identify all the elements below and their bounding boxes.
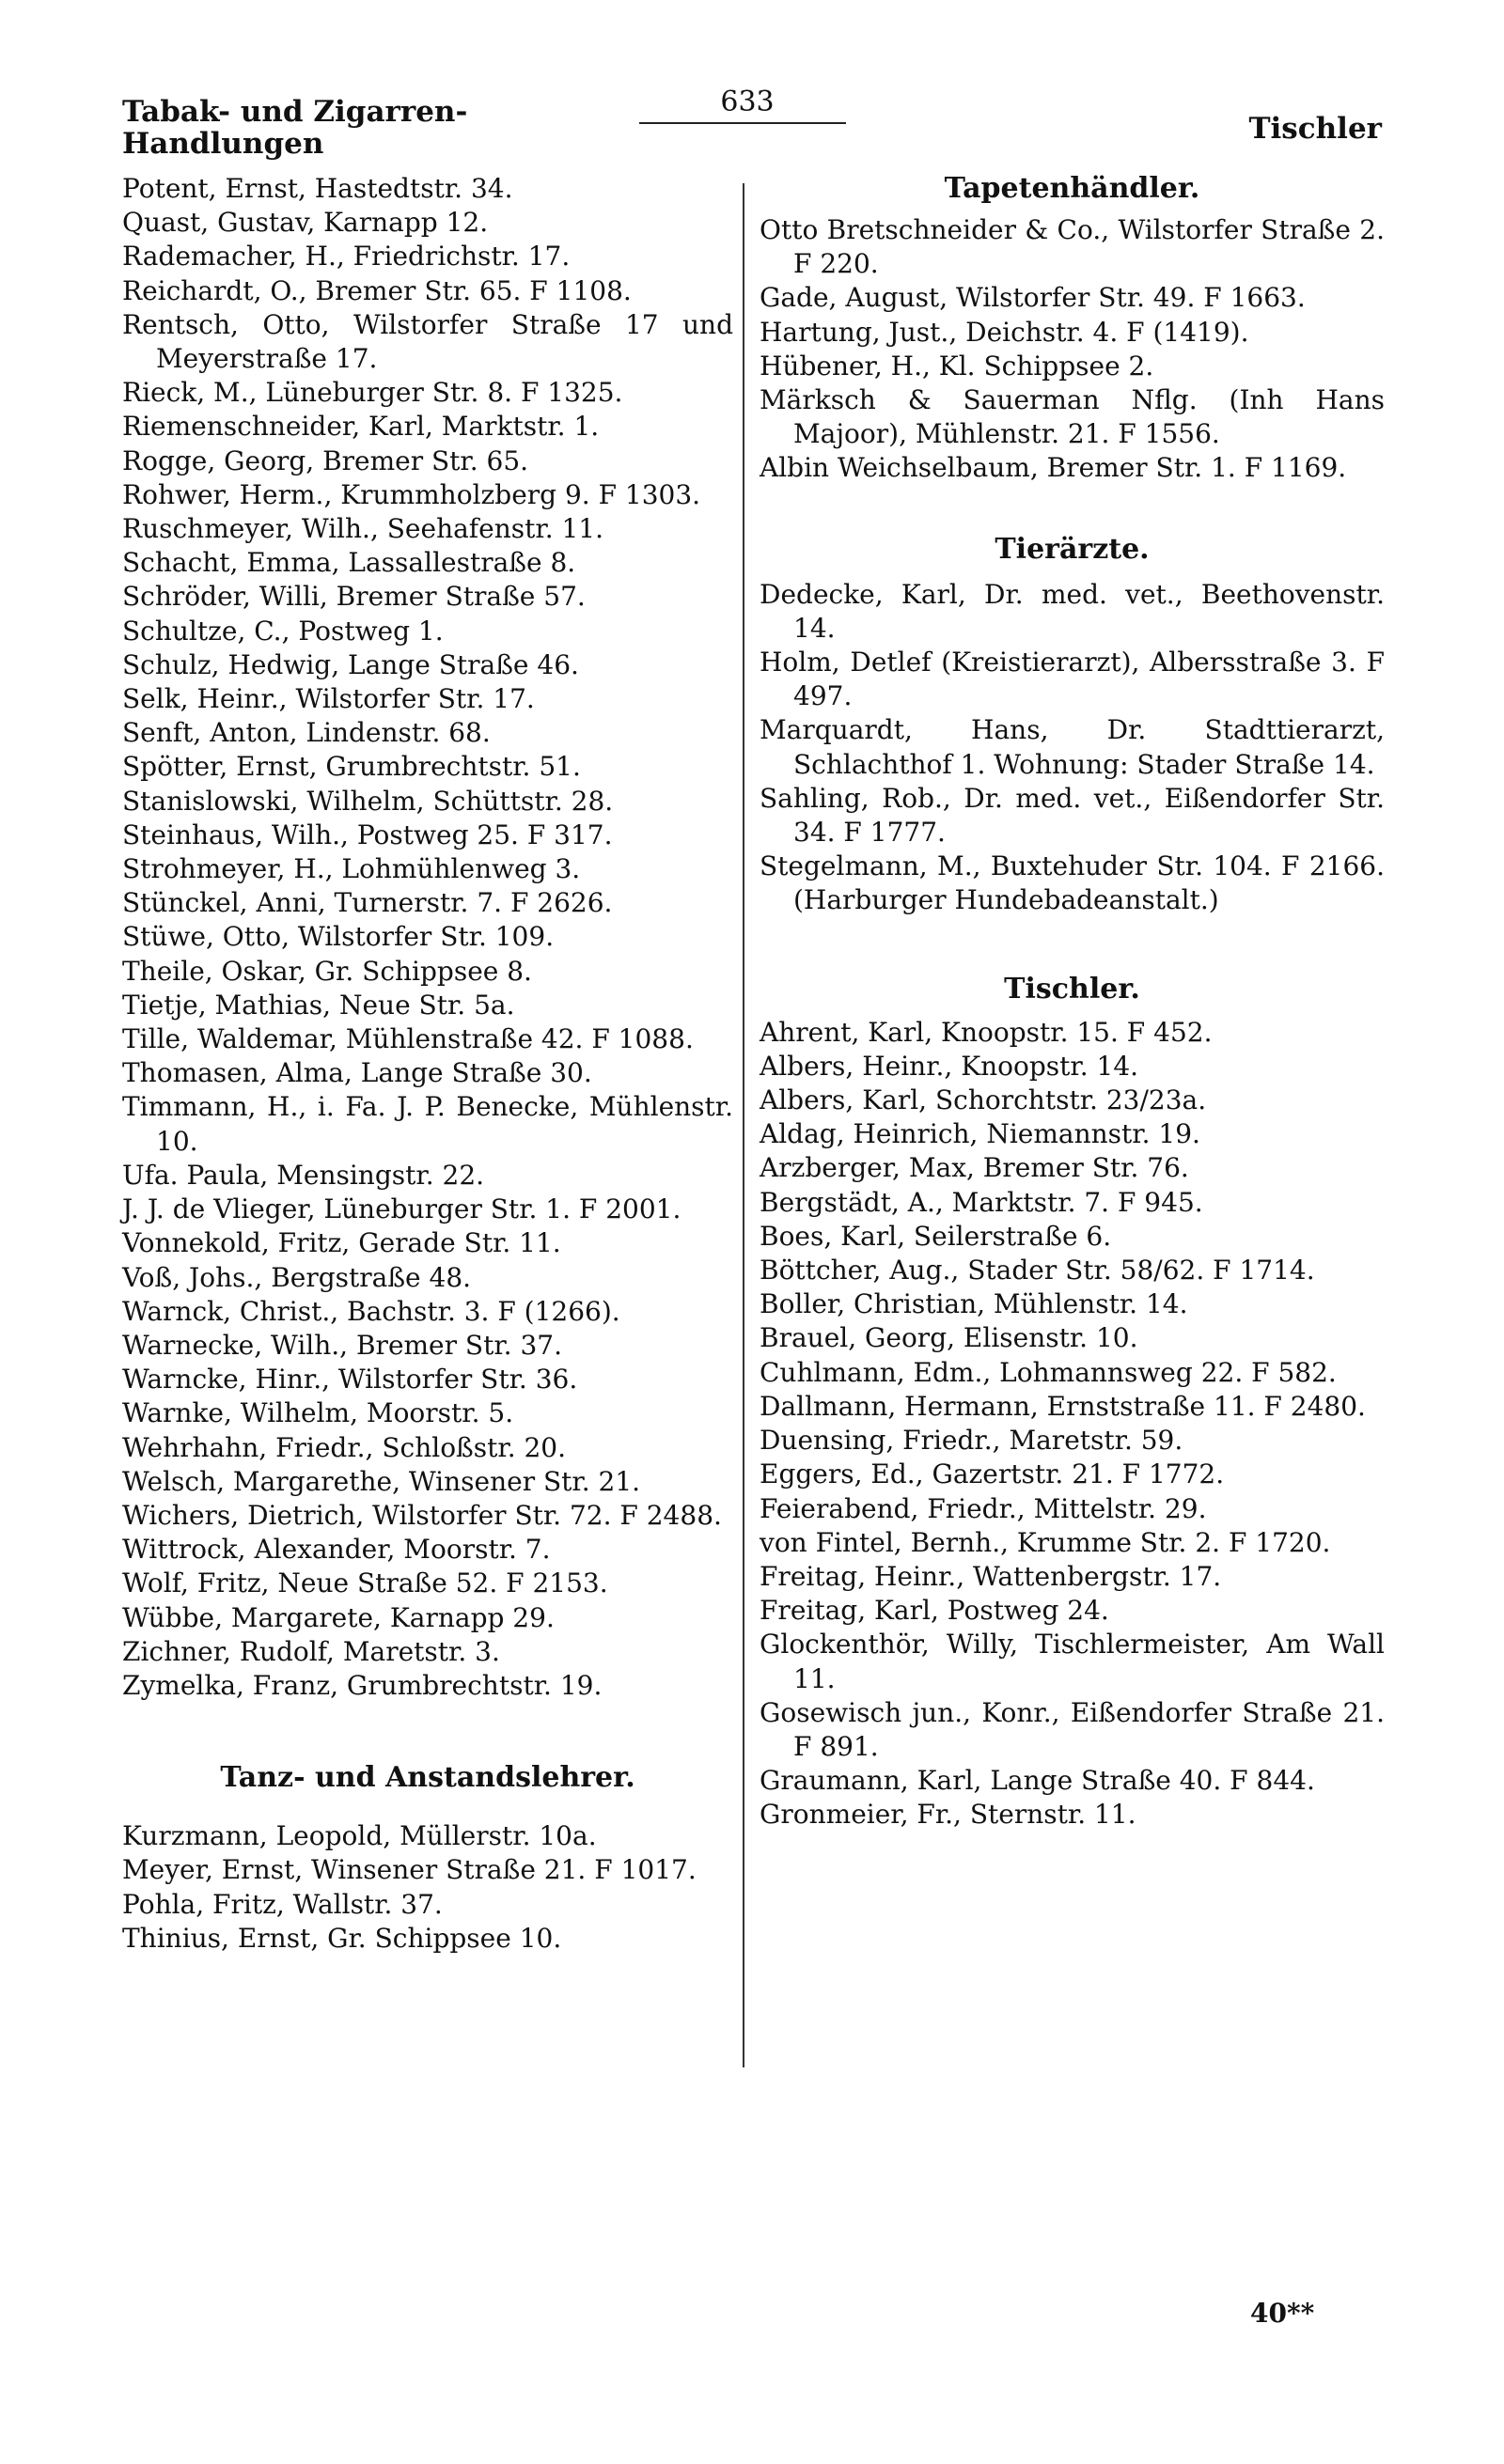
directory-entry: Warncke, Hinr., Wilstorfer Str. 36. xyxy=(122,1364,578,1396)
directory-entry: Holm, Detlef (Kreistierarzt), Albersstraße 3. F 497. xyxy=(760,647,1385,712)
tieraerzte-entry-list xyxy=(760,578,1385,918)
directory-entry: Strohmeyer, H., Lohmühlenweg 3. xyxy=(122,853,581,885)
directory-entry: Stegelmann, M., Buxtehuder Str. 104. F 2166. (Harburger Hundebadeanstalt.) xyxy=(760,850,1385,916)
directory-entry: Timmann, H., i. Fa. J. P. Benecke, Mühlenstr. 10. xyxy=(122,1091,733,1157)
directory-entry: Ahrent, Karl, Knoopstr. 15. F 452. xyxy=(760,1016,1213,1048)
directory-entry: Boller, Christian, Mühlenstr. 14. xyxy=(760,1288,1188,1320)
directory-entry: J. J. de Vlieger, Lüneburger Str. 1. F 2001. xyxy=(122,1193,682,1225)
directory-entry: Zichner, Rudolf, Maretstr. 3. xyxy=(122,1635,500,1667)
tischler-entry-list xyxy=(760,1016,1385,1832)
directory-entry: von Fintel, Bernh., Krumme Str. 2. F 1720. xyxy=(760,1526,1331,1558)
directory-entry: Quast, Gustav, Karnapp 12. xyxy=(122,207,489,239)
directory-entry: Bergstädt, A., Marktstr. 7. F 945. xyxy=(760,1186,1203,1218)
directory-entry: Freitag, Heinr., Wattenbergstr. 17. xyxy=(760,1560,1222,1592)
directory-entry: Potent, Ernst, Hastedtstr. 34. xyxy=(122,173,513,204)
directory-entry: Albers, Karl, Schorchtstr. 23/23a. xyxy=(760,1084,1207,1116)
directory-entry: Hartung, Just., Deichstr. 4. F (1419). xyxy=(760,316,1249,348)
directory-entry: Stüwe, Otto, Wilstorfer Str. 109. xyxy=(122,921,555,953)
directory-entry: Albin Weichselbaum, Bremer Str. 1. F 1169. xyxy=(760,452,1347,484)
directory-entry: Wübbe, Margarete, Karnapp 29. xyxy=(122,1601,555,1633)
directory-entry: Vonnekold, Fritz, Gerade Str. 11. xyxy=(122,1227,561,1259)
directory-entry: Gosewisch jun., Konr., Eißendorfer Straße 21. F 891. xyxy=(760,1696,1385,1762)
directory-entry: Welsch, Margarethe, Winsener Str. 21. xyxy=(122,1465,641,1497)
directory-entry: Voß, Johs., Bergstraße 48. xyxy=(122,1261,472,1293)
directory-entry: Selk, Heinr., Wilstorfer Str. 17. xyxy=(122,683,535,715)
tanzlehrer-entry-list xyxy=(122,1819,733,1956)
directory-entry: Theile, Oskar, Gr. Schippsee 8. xyxy=(122,955,532,987)
directory-entry: Wittrock, Alexander, Moorstr. 7. xyxy=(122,1534,551,1566)
page-number: 633 xyxy=(720,86,775,118)
directory-entry: Sahling, Rob., Dr. med. vet., Eißendorfer Str. 34. F 1777. xyxy=(760,782,1385,849)
directory-entry: Cuhlmann, Edm., Lohmannsweg 22. F 582. xyxy=(760,1356,1337,1388)
directory-entry: Stanislowski, Wilhelm, Schüttstr. 28. xyxy=(122,785,614,817)
directory-entry: Warnke, Wilhelm, Moorstr. 5. xyxy=(122,1397,514,1429)
section-title-tapetenhaendler: Tapetenhändler. xyxy=(944,172,1200,205)
directory-entry: Otto Bretschneider & Co., Wilstorfer Straße 2. F 220. xyxy=(760,214,1385,280)
directory-entry: Rentsch, Otto, Wilstorfer Straße 17 und Meyerstraße 17. xyxy=(122,308,733,375)
directory-entry: Kurzmann, Leopold, Müllerstr. 10a. xyxy=(122,1820,597,1852)
directory-entry: Riemenschneider, Karl, Marktstr. 1. xyxy=(122,411,600,443)
signature-mark: 40** xyxy=(1250,2298,1315,2329)
directory-entry: Dedecke, Karl, Dr. med. vet., Beethovenstr. 14. xyxy=(760,578,1385,644)
directory-entry: Boes, Karl, Seilerstraße 6. xyxy=(760,1220,1112,1252)
directory-entry: Reichardt, O., Bremer Str. 65. F 1108. xyxy=(122,274,632,306)
directory-entry: Schultze, C., Postweg 1. xyxy=(122,615,444,647)
directory-entry: Senft, Anton, Lindenstr. 68. xyxy=(122,717,491,749)
section-title-tischler: Tischler. xyxy=(1004,972,1140,1006)
directory-entry: Dallmann, Hermann, Ernststraße 11. F 2480. xyxy=(760,1390,1366,1422)
left-column xyxy=(122,172,733,1956)
tabak-entry-list xyxy=(122,172,733,1703)
directory-entry: Schröder, Willi, Bremer Straße 57. xyxy=(122,581,586,613)
section-title-tanzlehrer: Tanz- und Anstandslehrer. xyxy=(220,1761,635,1795)
directory-entry: Warnecke, Wilh., Bremer Str. 37. xyxy=(122,1329,562,1361)
directory-entry: Ufa. Paula, Mensingstr. 22. xyxy=(122,1159,485,1191)
column-divider xyxy=(743,183,744,2067)
directory-entry: Thomasen, Alma, Lange Straße 30. xyxy=(122,1057,592,1089)
directory-entry: Stünckel, Anni, Turnerstr. 7. F 2626. xyxy=(122,887,613,919)
directory-entry: Rieck, M., Lüneburger Str. 8. F 1325. xyxy=(122,377,623,409)
directory-entry: Ruschmeyer, Wilh., Seehafenstr. 11. xyxy=(122,513,604,545)
directory-entry: Spötter, Ernst, Grumbrechtstr. 51. xyxy=(122,751,581,783)
directory-entry: Albers, Heinr., Knoopstr. 14. xyxy=(760,1050,1139,1082)
directory-entry: Wehrhahn, Friedr., Schloßstr. 20. xyxy=(122,1431,567,1463)
directory-entry: Rademacher, H., Friedrichstr. 17. xyxy=(122,241,571,273)
directory-entry: Tille, Waldemar, Mühlenstraße 42. F 1088. xyxy=(122,1023,694,1055)
directory-entry: Arzberger, Max, Bremer Str. 76. xyxy=(760,1152,1189,1184)
directory-entry: Warnck, Christ., Bachstr. 3. F (1266). xyxy=(122,1295,620,1327)
directory-entry: Zymelka, Franz, Grumbrechtstr. 19. xyxy=(122,1669,603,1701)
directory-entry: Graumann, Karl, Lange Straße 40. F 844. xyxy=(760,1765,1315,1797)
directory-entry: Rogge, Georg, Bremer Str. 65. xyxy=(122,444,529,476)
directory-entry: Freitag, Karl, Postweg 24. xyxy=(760,1595,1109,1627)
tapetenhaendler-entry-list xyxy=(760,213,1385,486)
directory-entry: Schulz, Hedwig, Lange Straße 46. xyxy=(122,648,579,680)
directory-entry: Feierabend, Friedr., Mittelstr. 29. xyxy=(760,1492,1207,1524)
running-header-right: Tischler xyxy=(1248,112,1382,146)
directory-entry: Eggers, Ed., Gazertstr. 21. F 1772. xyxy=(760,1458,1225,1490)
directory-entry: Schacht, Emma, Lassallestraße 8. xyxy=(122,547,576,579)
directory-entry: Aldag, Heinrich, Niemannstr. 19. xyxy=(760,1118,1200,1150)
directory-entry: Pohla, Fritz, Wallstr. 37. xyxy=(122,1888,443,1920)
directory-entry: Böttcher, Aug., Stader Str. 58/62. F 1714. xyxy=(760,1255,1315,1287)
right-column xyxy=(760,172,1385,1832)
directory-entry: Wolf, Fritz, Neue Straße 52. F 2153. xyxy=(122,1567,608,1599)
directory-entry: Meyer, Ernst, Winsener Straße 21. F 1017. xyxy=(122,1854,697,1886)
directory-entry: Märksch & Sauerman Nflg. (Inh Hans Majoor), Mühlenstr. 21. F 1556. xyxy=(760,384,1385,450)
directory-entry: Brauel, Georg, Elisenstr. 10. xyxy=(760,1322,1138,1354)
header-rule xyxy=(639,122,846,124)
directory-entry: Glockenthör, Willy, Tischlermeister, Am Wall 11. xyxy=(760,1629,1385,1694)
directory-entry: Marquardt, Hans, Dr. Stadttierarzt, Schlachthof 1. Wohnung: Stader Straße 14. xyxy=(760,714,1385,780)
directory-entry: Thinius, Ernst, Gr. Schippsee 10. xyxy=(122,1922,562,1954)
directory-entry: Duensing, Friedr., Maretstr. 59. xyxy=(760,1425,1183,1457)
directory-entry: Gronmeier, Fr., Sternstr. 11. xyxy=(760,1799,1136,1831)
directory-entry: Rohwer, Herm., Krummholzberg 9. F 1303. xyxy=(122,478,701,510)
directory-entry: Steinhaus, Wilh., Postweg 25. F 317. xyxy=(122,819,613,850)
running-header-left: Tabak- und Zigarren-Handlungen xyxy=(122,95,468,161)
directory-entry: Wichers, Dietrich, Wilstorfer Str. 72. F 2488. xyxy=(122,1499,722,1531)
directory-entry: Tietje, Mathias, Neue Str. 5a. xyxy=(122,989,515,1021)
directory-entry: Hübener, H., Kl. Schippsee 2. xyxy=(760,350,1154,382)
section-title-tieraerzte: Tierärzte. xyxy=(995,532,1150,566)
directory-entry: Gade, August, Wilstorfer Str. 49. F 1663. xyxy=(760,282,1306,314)
